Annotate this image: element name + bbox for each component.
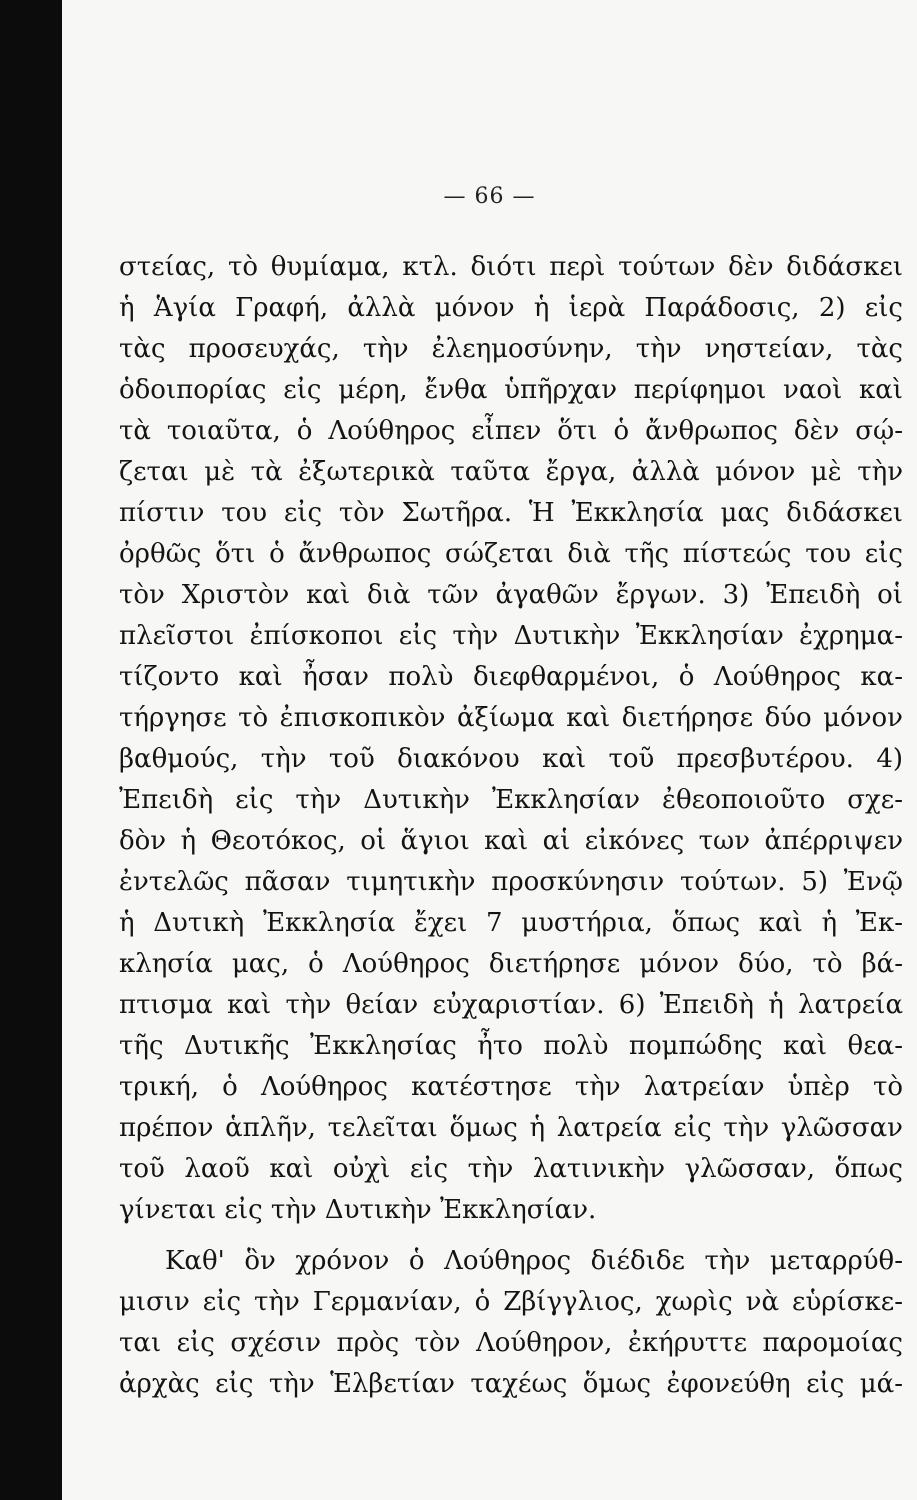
text-line: Ἐπειδὴ εἰς τὴν Δυτικὴν Ἐκκλησίαν ἐθεοποιοῦτο σχε-	[119, 785, 903, 815]
text-line: τὰς προσευχάς, τὴν ἐλεημοσύνην, τὴν νηστείαν, τὰς	[119, 334, 903, 364]
paragraph-2	[119, 1241, 903, 1405]
text-line: τὸν Χριστὸν καὶ διὰ τῶν ἀγαθῶν ἔργων. 3) Ἐπειδὴ οἱ	[119, 580, 903, 610]
text-line: ἡ Δυτικὴ Ἐκκλησία ἔχει 7 μυστήρια, ὅπως καὶ ἡ Ἐκ-	[119, 908, 903, 938]
text-line: τῆς Δυτικῆς Ἐκκλησίας ἦτο πολὺ πομπώδης καὶ θεα-	[119, 1031, 903, 1061]
text-line: μισιν εἰς τὴν Γερμανίαν, ὁ Ζβίγγλιος, χωρὶς νὰ εὑρίσκε-	[119, 1287, 903, 1317]
text-line: στείας, τὸ θυμίαμα, κτλ. διότι περὶ τούτων δὲν διδάσκει	[119, 252, 903, 282]
page-number: — 66 —	[443, 184, 536, 209]
paragraph-1	[119, 247, 903, 1231]
text-line: βαθμούς, τὴν τοῦ διακόνου καὶ τοῦ πρεσβυτέρου. 4)	[119, 744, 903, 774]
book-page	[62, 0, 917, 1500]
text-line: πίστιν του εἰς τὸν Σωτῆρα. Ἡ Ἐκκλησία μας διδάσκει	[119, 498, 903, 528]
text-line: τρική, ὁ Λούθηρος κατέστησε τὴν λατρείαν ὑπὲρ τὸ	[119, 1072, 903, 1102]
text-line: τὰ τοιαῦτα, ὁ Λούθηρος εἶπεν ὅτι ὁ ἄνθρωπος δὲν σῴ-	[119, 416, 903, 446]
text-line: δὸν ἡ Θεοτόκος, οἱ ἅγιοι καὶ αἱ εἰκόνες των ἀπέρριψεν	[119, 826, 903, 856]
text-line: τίζοντο καὶ ἦσαν πολὺ διεφθαρμένοι, ὁ Λούθηρος κα-	[119, 662, 903, 692]
text-line: κλησία μας, ὁ Λούθηρος διετήρησε μόνον δύο, τὸ βά-	[119, 949, 903, 979]
text-line: ἀρχὰς εἰς τὴν Ἑλβετίαν ταχέως ὅμως ἐφονεύθη εἰς μά-	[119, 1369, 903, 1399]
text-line: πρέπον ἁπλῆν, τελεῖται ὅμως ἡ λατρεία εἰς τὴν γλῶσσαν	[119, 1113, 903, 1143]
text-line: ἡ Ἁγία Γραφή, ἀλλὰ μόνον ἡ ἱερὰ Παράδοσις, 2) εἰς	[119, 293, 903, 323]
text-line: Καθ' ὃν χρόνον ὁ Λούθηρος διέδιδε τὴν μεταρρύθ-	[165, 1246, 903, 1276]
text-line: ὁδοιπορίας εἰς μέρη, ἔνθα ὑπῆρχαν περίφημοι ναοὶ καὶ	[119, 375, 903, 405]
text-line: τήργησε τὸ ἐπισκοπικὸν ἀξίωμα καὶ διετήρησε δύο μόνον	[119, 703, 903, 733]
text-line: πτισμα καὶ τὴν θείαν εὐχαριστίαν. 6) Ἐπειδὴ ἡ λατρεία	[119, 990, 903, 1020]
text-line: πλεῖστοι ἐπίσκοποι εἰς τὴν Δυτικὴν Ἐκκλησίαν ἐχρημα-	[119, 621, 903, 651]
paragraph-gap	[119, 1231, 903, 1241]
text-line: τοῦ λαοῦ καὶ οὐχὶ εἰς τὴν λατινικὴν γλῶσσαν, ὅπως	[119, 1154, 903, 1184]
text-line: ται εἰς σχέσιν πρὸς τὸν Λούθηρον, ἐκήρυττε παρομοίας	[119, 1328, 903, 1358]
text-line: ὀρθῶς ὅτι ὁ ἄνθρωπος σώζεται διὰ τῆς πίστεώς του εἰς	[119, 539, 903, 569]
body-text	[119, 247, 903, 1405]
text-line: ἐντελῶς πᾶσαν τιμητικὴν προσκύνησιν τούτων. 5) Ἐνῷ	[119, 867, 903, 897]
text-line: ζεται μὲ τὰ ἐξωτερικὰ ταῦτα ἔργα, ἀλλὰ μόνον μὲ τὴν	[119, 457, 903, 487]
text-line: γίνεται εἰς τὴν Δυτικὴν Ἐκκλησίαν.	[119, 1195, 597, 1225]
